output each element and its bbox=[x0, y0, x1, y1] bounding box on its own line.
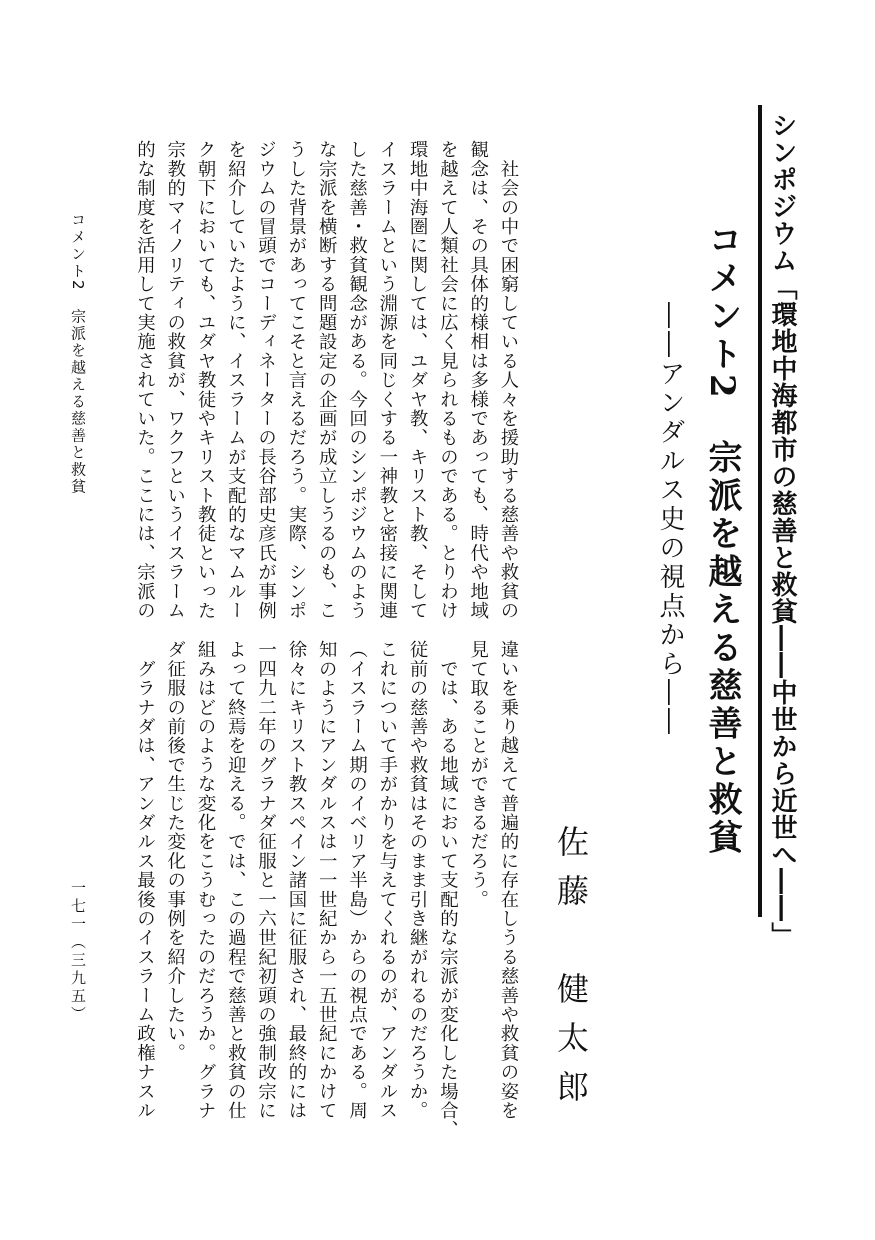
body-line: 観念は、その具体的様相は多様であっても、時代や地域 bbox=[467, 140, 489, 620]
body-line: 徐々にキリスト教スペイン諸国に征服され、最終的には bbox=[285, 640, 307, 1120]
body-line: 環地中海圏に関しては、ユダヤ教、キリスト教、そして bbox=[407, 140, 429, 620]
page-number: 一七一（三九五） bbox=[69, 880, 87, 1024]
body-line: これについて手がかりを与えてくれるのが、アンダルス bbox=[376, 640, 398, 1120]
body-line: 宗教的マイノリティの救貧が、ワクフというイスラーム bbox=[164, 140, 186, 620]
body-line: ジウムの冒頭でコーディネーターの長谷部史彦氏が事例 bbox=[255, 140, 277, 620]
body-line: した慈善・救貧観念がある。今回のシンポジウムのよう bbox=[346, 140, 368, 620]
body-line: 見て取ることができるだろう。 bbox=[467, 640, 489, 909]
body-line: 違いを乗り越えて普遍的に存在しうる慈善や救貧の姿を bbox=[498, 640, 519, 1120]
header-rule bbox=[758, 105, 762, 917]
body-line: を越えて人類社会に広く見られるものである。とりわけ bbox=[437, 140, 459, 620]
body-line: 組みはどのような変化をこうむったのだろうか。グラナ bbox=[195, 640, 217, 1120]
body-line: グラナダは、アンダルス最後のイスラーム政権ナスル bbox=[134, 640, 156, 1120]
article-subtitle: ――アンダルス史の視点から―― bbox=[655, 302, 685, 737]
body-line: 社会の中で困窮している人々を援助する慈善や救貧の bbox=[498, 140, 519, 620]
body-line: うした背景があってこそと言えるだろう。実際、シンポ bbox=[285, 140, 307, 620]
body-text-lower bbox=[129, 640, 523, 1140]
running-title: コメント2 宗派を越える慈善と救貧 bbox=[69, 212, 87, 496]
body-line: イスラームという淵源を同じくする一神教と密接に関連 bbox=[376, 140, 398, 620]
body-line: 知のようにアンダルスは一一世紀から一五世紀にかけて bbox=[316, 640, 338, 1120]
body-line: 一四九二年のグラナダ征服と一六世紀初頭の強制改宗に bbox=[255, 640, 277, 1120]
author-name: 佐藤 健太郎 bbox=[552, 825, 590, 1119]
body-text-upper bbox=[129, 140, 523, 620]
body-line: 的な制度を活用して実施されていた。ここには、宗派の bbox=[134, 140, 156, 620]
body-line: では、ある地域において支配的な宗派が変化した場合、 bbox=[437, 640, 459, 1140]
article-title: コメント2 宗派を越える慈善と救貧 bbox=[702, 222, 742, 858]
body-line: な宗派を横断する問題設定の企画が成立しうるのも、こ bbox=[316, 140, 338, 620]
body-line: （イスラーム期のイベリア半島）からの視点である。周 bbox=[346, 640, 368, 1120]
body-line: ダ征服の前後で生じた変化の事例を紹介したい。 bbox=[164, 640, 186, 1063]
symposium-series-title: シンポジウム「環地中海都市の慈善と救貧――中世から近世へ――」 bbox=[767, 112, 797, 949]
body-line: ク朝下においても、ユダヤ教徒やキリスト教徒といった bbox=[195, 140, 217, 620]
body-line: 従前の慈善や救貧はそのまま引き継がれるのだろうか。 bbox=[407, 640, 429, 1120]
body-line: よって終焉を迎える。では、この過程で慈善と救貧の仕 bbox=[225, 640, 247, 1120]
body-line: を紹介していたように、イスラームが支配的なマムルー bbox=[225, 140, 247, 620]
